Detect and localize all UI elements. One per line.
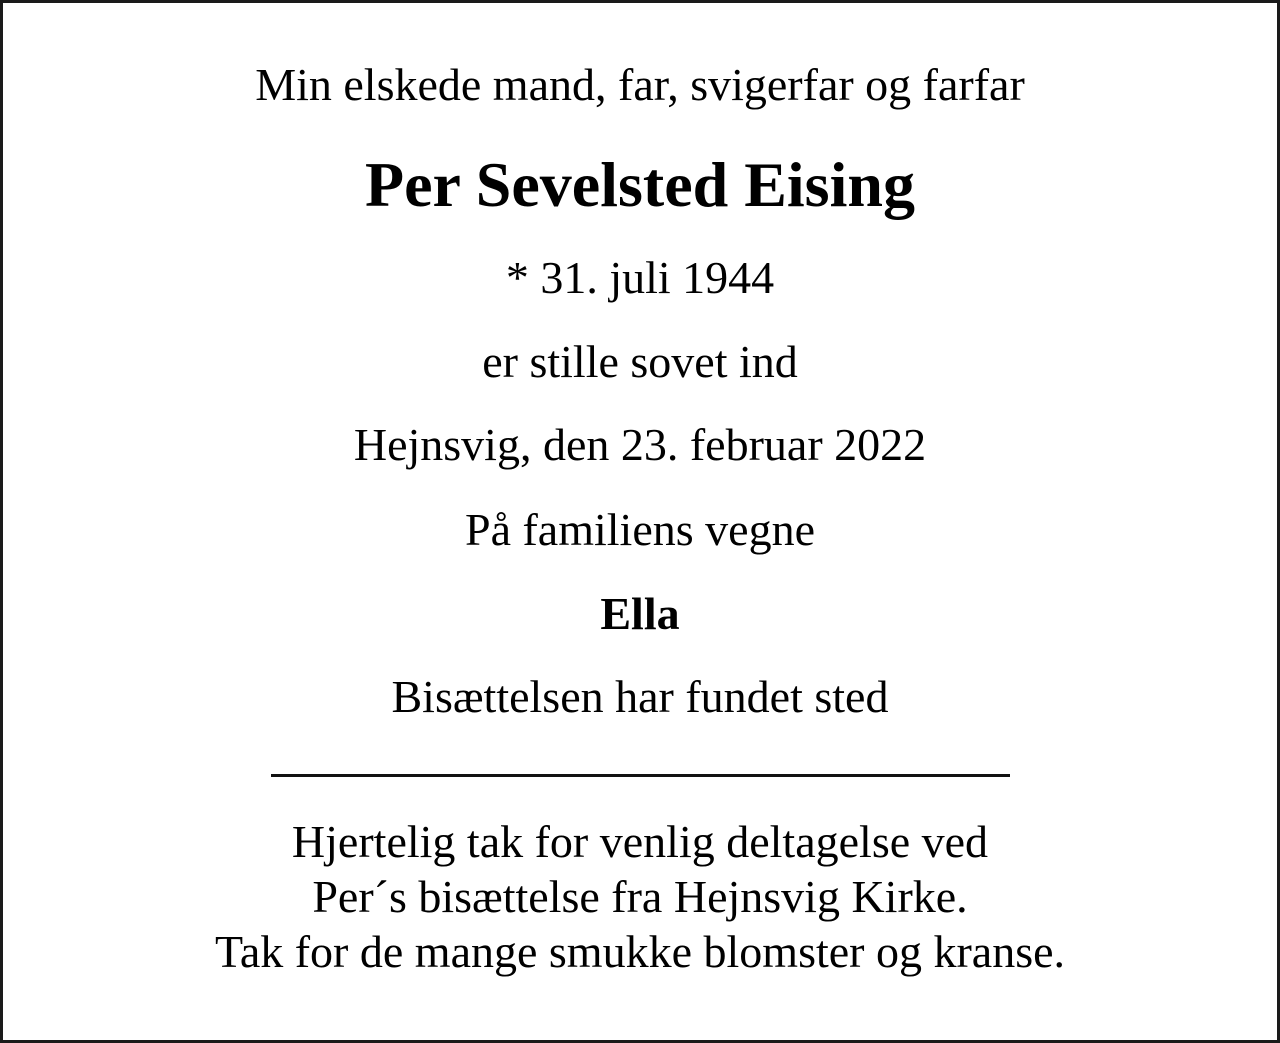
deceased-name: Per Sevelsted Eising [365, 149, 915, 220]
passed-text: er stille sovet ind [482, 336, 798, 387]
birth-date: * 31. juli 1944 [505, 252, 775, 303]
place-and-date: Hejnsvig, den 23. februar 2022 [353, 419, 927, 470]
divider-line [271, 774, 1010, 777]
on-behalf-text: På familiens vegne [464, 504, 815, 555]
funeral-status: Bisættelsen har fundet sted [391, 671, 889, 722]
signer-name: Ella [600, 588, 680, 639]
thanks-line-1: Hjertelig tak for venlig deltagelse ved [291, 816, 989, 867]
thanks-line-2: Per´s bisættelse fra Hejnsvig Kirke. [312, 871, 968, 922]
intro-text: Min elskede mand, far, svigerfar og farfar [255, 59, 1025, 110]
thanks-line-3: Tak for de mange smukke blomster og kranse. [214, 926, 1066, 977]
thanks-message [3, 814, 1277, 979]
